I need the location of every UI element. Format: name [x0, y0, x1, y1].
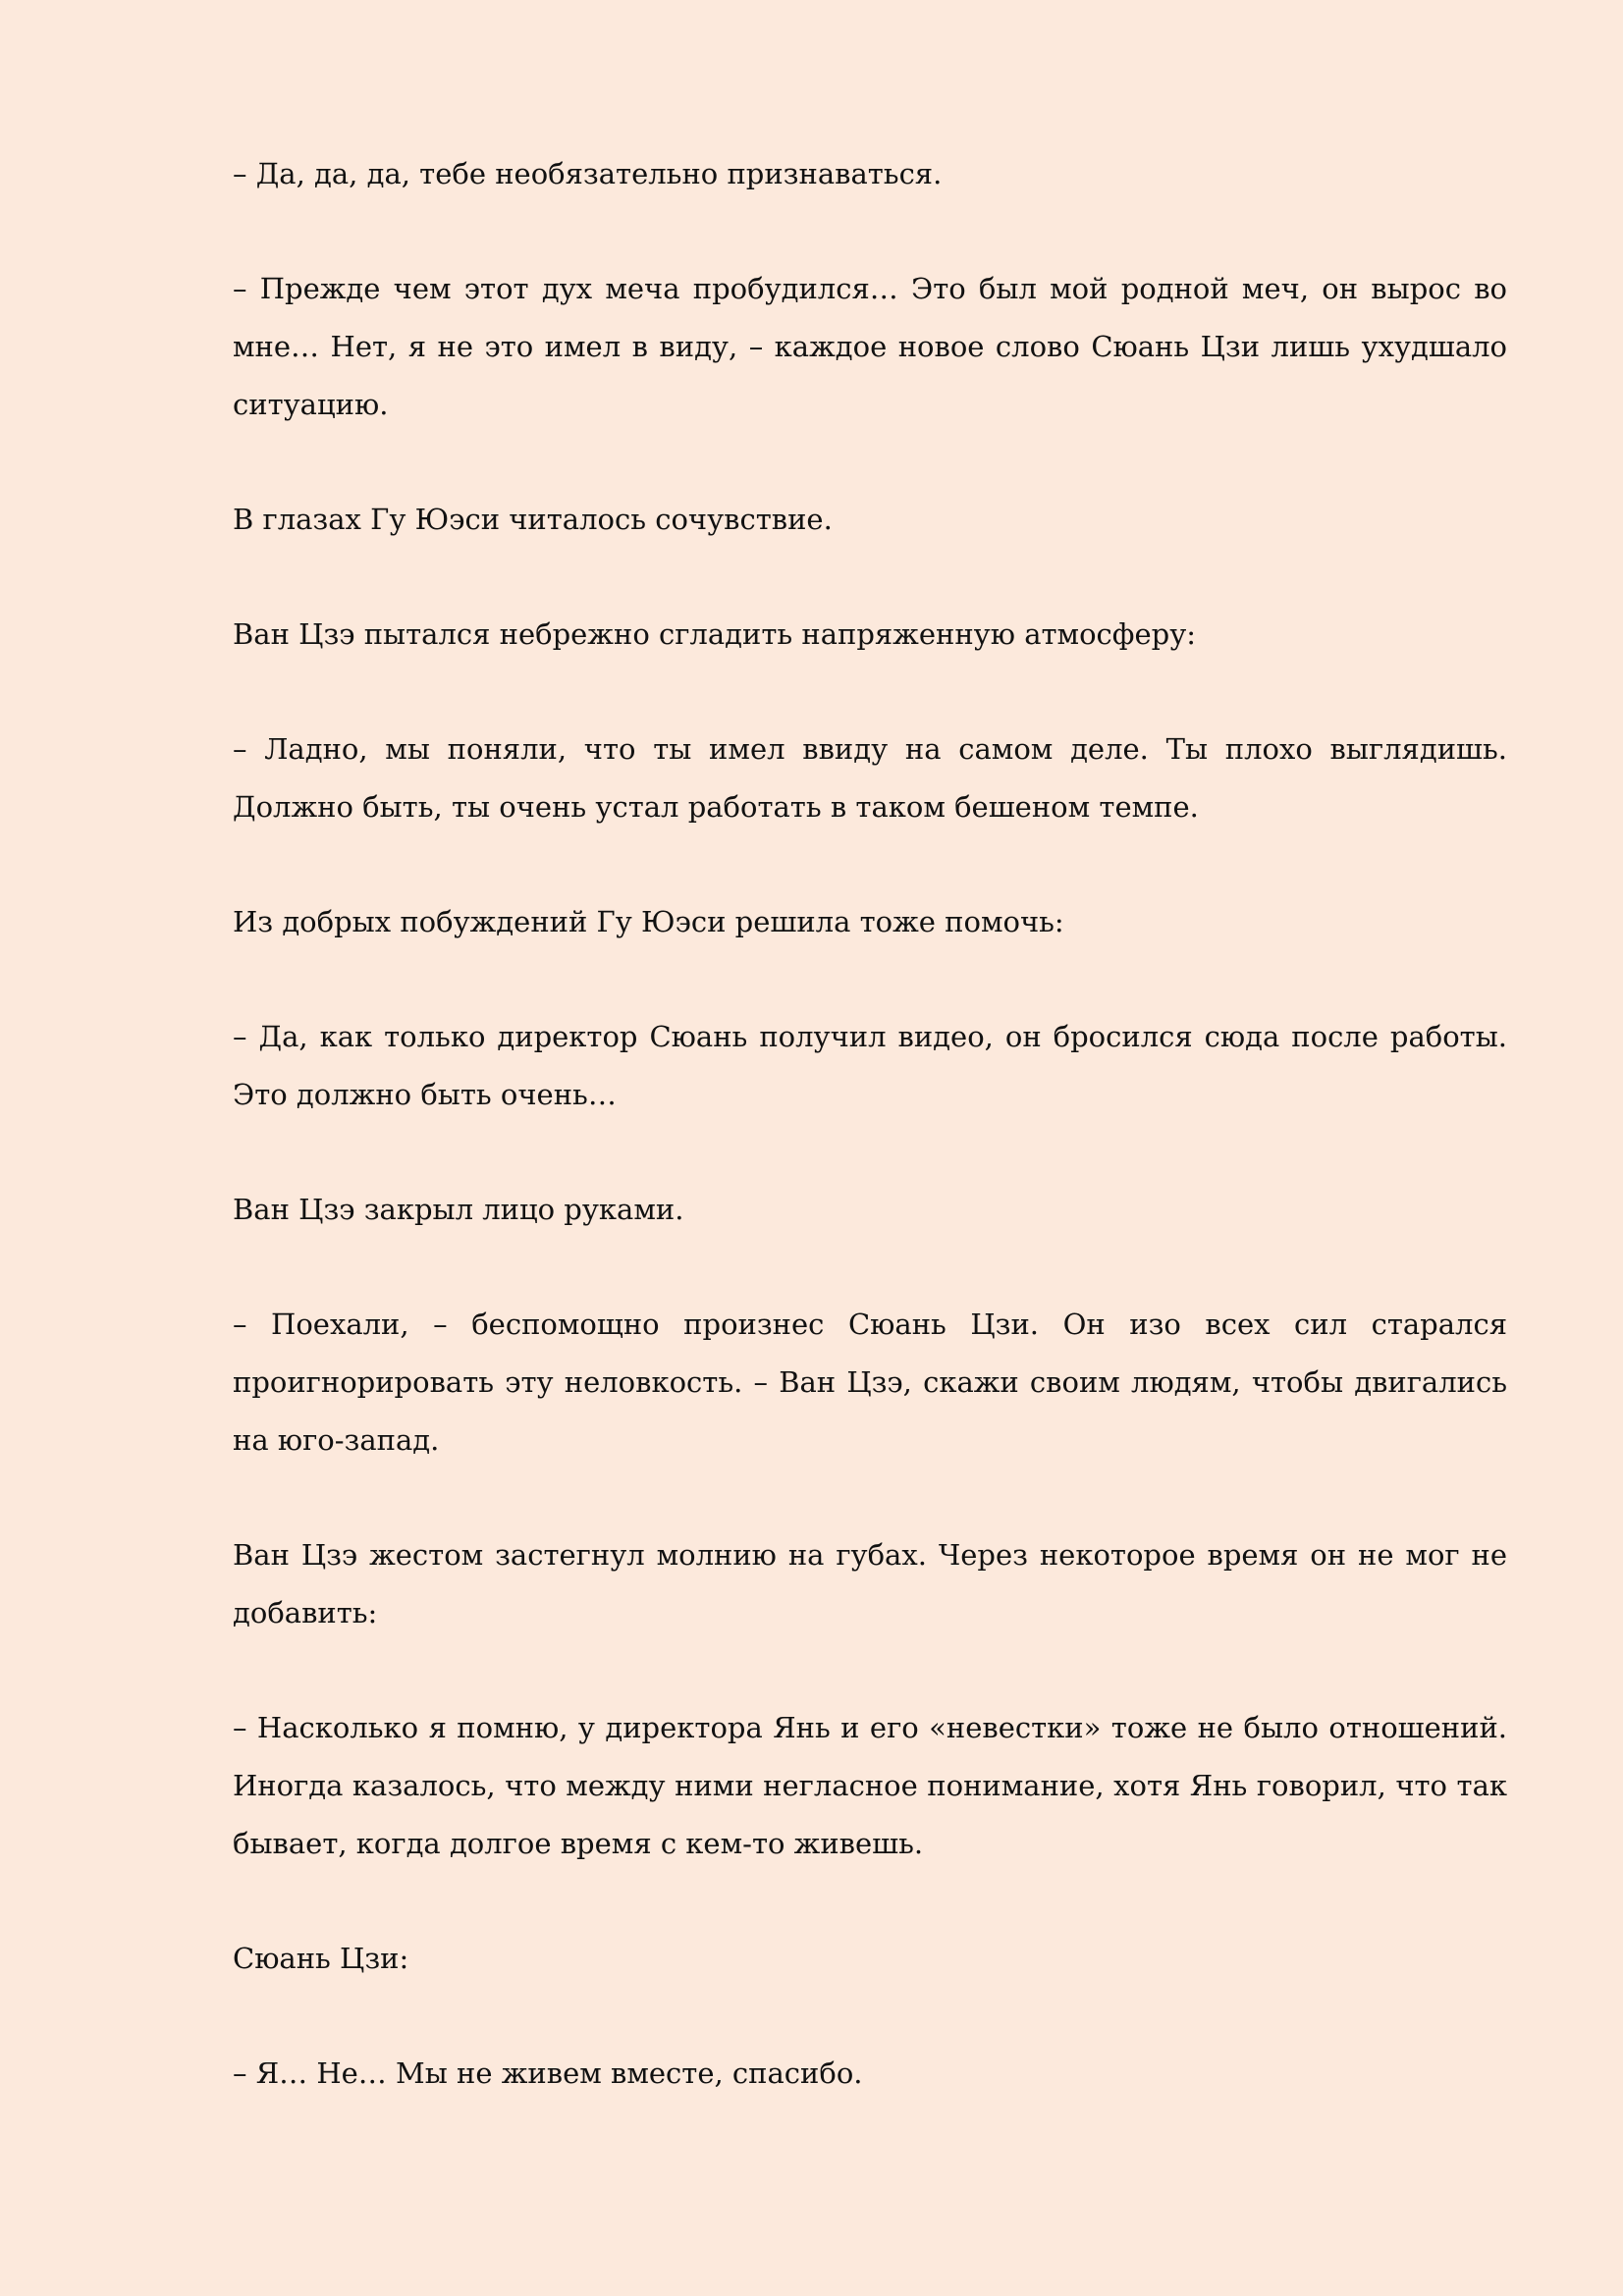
paragraph-9: – Поехали, – беспомощно произнес Сюань Цзи. Он изо всех сил старался проигнорировать эту неловкость. – Ван Цзэ, скажи своим людям, чтобы двигались на юго-запад. [233, 1308, 1507, 1457]
paragraph-13: – Я… Не… Мы не живем вместе, спасибо. [233, 2056, 863, 2090]
paragraph-6: Из добрых побуждений Гу Юэси решила тоже помочь: [233, 905, 1064, 938]
paragraph-4: Ван Цзэ пытался небрежно сгладить напряженную атмосферу: [233, 617, 1197, 651]
paragraph-10: Ван Цзэ жестом застегнул молнию на губах. Через некоторое время он не мог не добавить: [233, 1538, 1507, 1629]
paragraph-8: Ван Цзэ закрыл лицо руками. [233, 1193, 684, 1226]
paragraph-12: Сюань Цзи: [233, 1942, 409, 1975]
paragraph-7: – Да, как только директор Сюань получил видео, он бросился сюда после работы. Это должно быть очень… [233, 1020, 1507, 1111]
paragraph-1: – Да, да, да, тебе необязательно признаваться. [233, 157, 943, 190]
paragraph-11: – Насколько я помню, у директора Янь и его «невестки» тоже не было отношений. Иногда казалось, что между ними негласное понимание, хотя Янь говорил, что так бывает, когда долгое время с кем-то живешь. [233, 1711, 1507, 1860]
paragraph-3: В глазах Гу Юэси читалось сочувствие. [233, 503, 833, 536]
paragraph-2: – Прежде чем этот дух меча пробудился… Это был мой родной меч, он вырос во мне… Нет, я не это имел в виду, – каждое новое слово Сюань Цзи лишь ухудшало ситуацию. [233, 272, 1507, 421]
paragraph-5: – Ладно, мы поняли, что ты имел ввиду на самом деле. Ты плохо выглядишь. Должно быть, ты очень устал работать в таком бешеном темпе. [233, 732, 1507, 824]
